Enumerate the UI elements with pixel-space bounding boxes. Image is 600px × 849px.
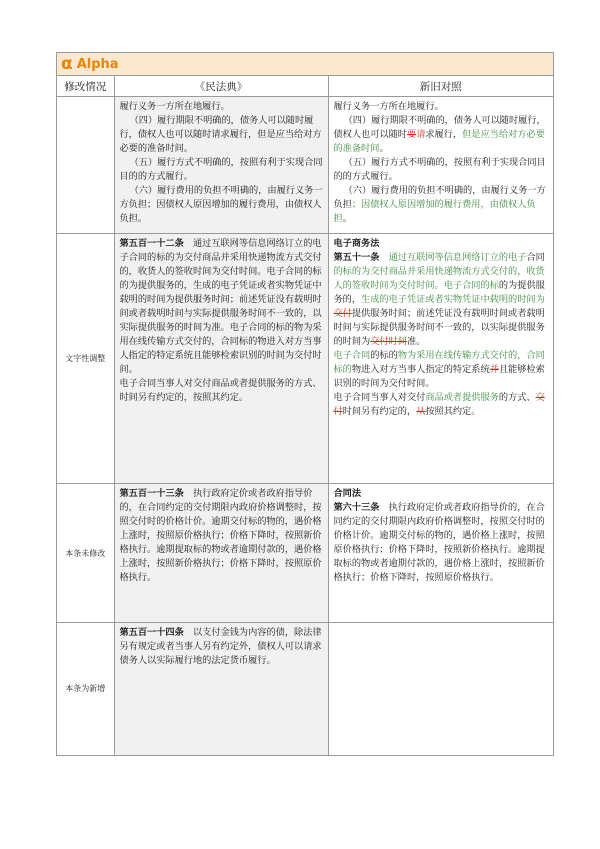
change-status-cell: 本条为新增 (57, 623, 114, 755)
change-status-cell: 文字性调整 (57, 234, 114, 484)
header-civil-code: 《民法典》 (114, 76, 328, 97)
civil-code-cell: 第五百一十二条 通过互联网等信息网络订立的电子合同的标的为交付商品并采用快递物流方式交付的，收货人的签收时间为交付时间。电子合同的标的为提供服务的，生成的电子凭证或者实物凭证中载明的时间为提供服务时间；前述凭证没有载明时间或者载明时间与实际提供服务时间不一致的，以实际提供服务的时间为准。电子合同的标的物为采用在线传输方式交付的，合同标的物进入对方当事人指定的特定系统且能够检索识别的时间为交付时间。 电子合同当事人对交付商品或者提供服务的方式、时间另有约定的，按照其约定。 (114, 234, 328, 484)
civil-code-cell: 履行义务一方所在地履行。 （四）履行期限不明确的，债务人可以随时履行，债权人也可以随时请求履行，但是应当给对方必要的准备时间。 （五）履行方式不明确的，按照有利于实现合同目的的方式履行。 （六）履行费用的负担不明确的，由履行义务一方负担；因债权人原因增加的履行费用，由债权人负担。 (114, 97, 328, 234)
table-row (57, 234, 553, 484)
table-row (57, 623, 553, 755)
inserted-text: 请 (416, 129, 426, 140)
comparison-cell: 合同法 第六十三条 执行政府定价或者政府指导价的，在合同约定的交付期限内政府价格调整时，按照交付时的价格计价。逾期交付标的物的，遇价格上涨时，按照原价格执行；价格下降时，按照新价格执行。逾期提取标的物或者逾期付款的，遇价格上涨时，按照新价格执行；价格下降时，按照原价格执行。 (328, 484, 553, 623)
deleted-text: 交付时间 (370, 336, 407, 347)
source-law: 电子商务法 (333, 238, 380, 249)
brand-bar (57, 53, 553, 76)
comparison-table (57, 76, 553, 755)
changed-text: 但是应当给对方必要的准备时间 (333, 129, 545, 154)
deleted-text: 从 (416, 406, 426, 417)
alpha-logo-icon: α (61, 53, 73, 74)
changed-text: ；因债权人原因增加的履行费用，由债权人负担 (333, 199, 536, 224)
header-old-new-comparison: 新旧对照 (328, 76, 553, 97)
alpha-logo-text: Alpha (76, 56, 119, 72)
source-law: 合同法 (333, 488, 362, 499)
article-number: 第五百一十三条 (119, 488, 184, 499)
comparison-cell: 电子商务法 第五十一条 通过互联网等信息网络订立的电子合同的标的为交付商品并采用快递物流方式交付的，收货人的签收时间为交付时间。电子合同的标的为提供服务的，生成的电子凭证或者实物凭证中载明的时间为交付提供服务时间；前述凭证没有载明时间或者载明时间与实际提供服务时间不一致的，以实际提供服务的时间为交付时间准。 电子合同的标的物为采用在线传输方式交付的，合同标的物进入对方当事人指定的特定系统并且能够检索识别的时间为交付时间。 电子合同当事人对交付商品或者提供服务的方式、交付时间另有约定的，从按照其约定。 (328, 234, 553, 484)
deleted-text: 交付 (333, 392, 545, 417)
deleted-text: 要 (407, 129, 417, 140)
article-number: 第五十一条 (333, 252, 380, 263)
comparison-cell: 履行义务一方所在地履行。 （四）履行期限不明确的，债务人可以随时履行，债权人也可以随时要请求履行，但是应当给对方必要的准备时间。 （五）履行方式不明确的，按照有利于实现合同目的的方式履行。 （六）履行费用的负担不明确的，由履行义务一方负担；因债权人原因增加的履行费用，由债权人负担。 (328, 97, 553, 234)
deleted-text: 交付 (333, 308, 352, 319)
header-change-status: 修改情况 (57, 76, 114, 97)
civil-code-cell: 第五百一十四条 以支付金钱为内容的债，除法律另有规定或者当事人另有约定外，债权人可以请求债务人以实际履行地的法定货币履行。 (114, 623, 328, 755)
comparison-cell (328, 623, 553, 755)
article-number: 第六十三条 (333, 502, 380, 513)
table-header-row (57, 76, 553, 97)
article-number: 第五百一十四条 (119, 627, 184, 638)
document-page (56, 52, 554, 756)
deleted-text: 并 (489, 364, 499, 375)
change-status-cell (57, 97, 114, 234)
table-row (57, 97, 553, 234)
alpha-logo (61, 53, 119, 74)
article-number: 第五百一十二条 (119, 238, 184, 249)
change-status-cell: 本条未修改 (57, 484, 114, 623)
civil-code-cell: 第五百一十三条 执行政府定价或者政府指导价的，在合同约定的交付期限内政府价格调整时，按照交付时的价格计价。逾期交付标的物的，遇价格上涨时，按照原价格执行；价格下降时，按照新价格执行。逾期提取标的物或者逾期付款的，遇价格上涨时，按照新价格执行；价格下降时，按照原价格执行。 (114, 484, 328, 623)
table-row (57, 484, 553, 623)
